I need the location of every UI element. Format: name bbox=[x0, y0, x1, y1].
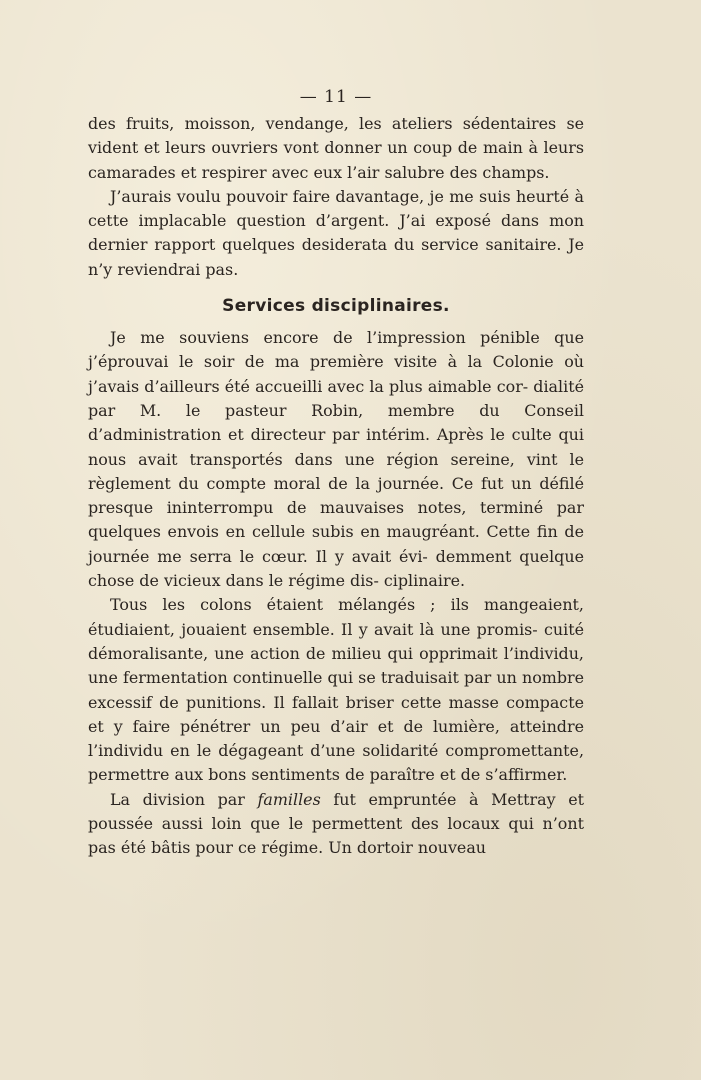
text-line: ciplinaire. bbox=[383, 571, 466, 591]
body-text bbox=[88, 112, 584, 861]
text-line: cuité démoralisante, une action de milieu qui opprimait bbox=[88, 619, 584, 663]
text-line: j’éprouvai le soir de ma première visite à la Colonie où bbox=[88, 352, 584, 372]
text-line: j’avais d’ailleurs été accueilli avec la plus aimable cor- bbox=[88, 376, 529, 396]
page-content bbox=[88, 86, 584, 861]
text-line: de lumière, atteindre l’individu en le dégageant d’une bbox=[88, 716, 584, 761]
text-line: étudiaient, jouaient ensemble. Il y avait là une promis- bbox=[88, 619, 538, 639]
text-line: dialité par M. le pasteur Robin, membre du Conseil bbox=[88, 376, 584, 420]
paragraph bbox=[88, 593, 584, 787]
paragraph bbox=[88, 326, 584, 593]
text-line: d’administration et directeur par intérim. Après le culte bbox=[88, 425, 552, 445]
text-line: qui nous avait transportés dans une région sereine, vint bbox=[88, 425, 584, 469]
section-heading: Services disciplinaires. bbox=[222, 296, 450, 317]
text-line: Tous les colons étaient mélangés ; ils mangeaient, bbox=[110, 595, 584, 615]
text-line: des fruits, moisson, vendange, les ateliers sédentaires bbox=[88, 114, 557, 133]
text-line: poussée aussi loin que le permettent des locaux qui bbox=[88, 814, 534, 834]
paragraph bbox=[88, 185, 584, 282]
text-line: se vident et leurs ouvriers vont donner un coup de bbox=[88, 114, 584, 158]
text-line: dans mon dernier rapport quelques desiderata du service bbox=[88, 211, 584, 255]
text-line: demment quelque chose de vicieux dans le régime dis- bbox=[88, 546, 584, 591]
text-line: cette masse compacte et y faire pénétrer un peu d’air et bbox=[88, 692, 584, 736]
text-line: heurté à cette implacable question d’argent. J’ai exposé bbox=[88, 186, 584, 231]
text-line: des champs. bbox=[449, 162, 550, 182]
text-line: défilé presque ininterrompu de mauvaises notes, terminé bbox=[88, 473, 584, 518]
text-line: Cette fin de journée me serra le cœur. Il y avait évi- bbox=[88, 522, 584, 566]
paragraph bbox=[88, 788, 584, 861]
text-fragment: La division par bbox=[110, 789, 258, 809]
text-line: solidarité compromettante, permettre aux bons sentiments bbox=[88, 741, 584, 785]
text-line: n’ont pas été bâtis pour ce régime. Un dortoir nouveau bbox=[88, 814, 584, 858]
text-line: Je me souviens encore de l’impression pénible que bbox=[110, 328, 584, 348]
italic-word: familles bbox=[257, 789, 321, 809]
text-line: le règlement du compte moral de la journée. Ce fut un bbox=[88, 449, 584, 493]
paragraph bbox=[88, 112, 584, 185]
text-line: par quelques envois en cellule subis en maugréant. bbox=[88, 498, 584, 542]
text-fragment: fut empruntée à Mettray et bbox=[320, 789, 585, 809]
page-number: — 11 — bbox=[299, 87, 373, 107]
text-line: main à leurs camarades et respirer avec eux l’air salubre bbox=[88, 138, 585, 182]
text-line: l’individu, une fermentation continuelle qui se traduisait bbox=[88, 643, 584, 688]
text-line: par un nombre excessif de punitions. Il fallait briser bbox=[88, 668, 585, 712]
text-line: sanitaire. Je n’y reviendrai pas. bbox=[88, 235, 584, 279]
text-line: de paraître et de s’affirmer. bbox=[344, 765, 568, 785]
text-line: J’aurais voulu pouvoir faire davantage, je me suis bbox=[110, 186, 511, 206]
